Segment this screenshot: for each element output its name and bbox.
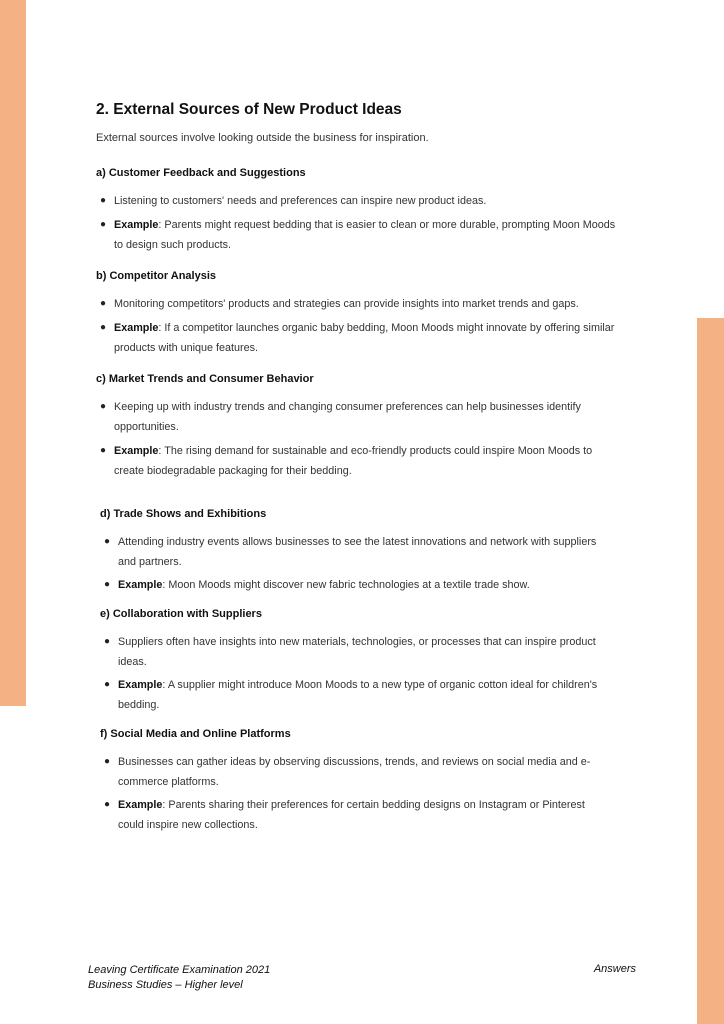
bullet-icon: ●	[100, 219, 107, 230]
section-d	[100, 507, 612, 595]
right-accent-band	[697, 318, 724, 1024]
footer-answers-label: Answers	[593, 963, 636, 975]
bullet-icon: ●	[104, 579, 111, 590]
list-item: ● Attending industry events allows businesses to see the latest innovations and network with suppliers and partners.	[100, 532, 612, 572]
list-item: ● Example: Parents sharing their preferences for certain bedding designs on Instagram or Pinterest could inspire new collections.	[100, 795, 612, 835]
bullet-icon: ●	[100, 401, 107, 412]
intro-text: External sources involve looking outside the business for inspiration.	[96, 132, 429, 144]
bullet-icon: ●	[104, 536, 111, 547]
list-item: ● Example: The rising demand for sustainable and eco-friendly products could inspire Moon Moods to create biodegradable packaging for their bedding.	[96, 441, 616, 481]
section-a-title: a) Customer Feedback and Suggestions	[96, 167, 306, 179]
bullet-icon: ●	[104, 756, 111, 767]
bullet-icon: ●	[104, 636, 111, 647]
list-item: ● Businesses can gather ideas by observing discussions, trends, and reviews on social media and e-commerce platforms.	[100, 752, 612, 792]
section-e-list	[100, 632, 612, 715]
section-e	[100, 607, 612, 715]
bullet-icon: ●	[100, 445, 107, 456]
section-d-list	[100, 532, 612, 595]
bullet-icon: ●	[104, 679, 111, 690]
list-item: ● Monitoring competitors' products and strategies can provide insights into market trends and gaps.	[96, 294, 616, 314]
section-d-title: d) Trade Shows and Exhibitions	[100, 508, 267, 520]
section-a-list	[96, 191, 616, 255]
section-b	[96, 269, 616, 358]
bullet-icon: ●	[100, 195, 107, 206]
section-e-title: e) Collaboration with Suppliers	[100, 608, 262, 620]
section-c-list	[96, 397, 616, 481]
footer-exam-info	[88, 963, 270, 993]
list-item: ● Listening to customers' needs and preferences can inspire new product ideas.	[96, 191, 616, 211]
section-a	[96, 166, 616, 255]
bullet-icon: ●	[104, 799, 111, 810]
list-item: ● Example: Parents might request bedding that is easier to clean or more durable, prompting Moon Moods to design such products.	[96, 215, 616, 255]
section-f-title: f) Social Media and Online Platforms	[100, 728, 291, 740]
list-item: ● Suppliers often have insights into new materials, technologies, or processes that can inspire product ideas.	[100, 632, 612, 672]
answer-content-lower	[100, 507, 612, 835]
bullet-icon: ●	[100, 298, 107, 309]
footer-line-1: Leaving Certificate Examination 2021	[88, 964, 271, 976]
list-item: ● Example: A supplier might introduce Moon Moods to a new type of organic cotton ideal for children's bedding.	[100, 675, 612, 715]
section-b-list	[96, 294, 616, 358]
answer-content	[96, 100, 616, 481]
section-b-title: b) Competitor Analysis	[96, 270, 216, 282]
list-item: ● Keeping up with industry trends and changing consumer preferences can help businesses identify opportunities.	[96, 397, 616, 437]
section-c-title: c) Market Trends and Consumer Behavior	[96, 373, 314, 385]
section-heading: 2. External Sources of New Product Ideas	[96, 101, 402, 118]
left-accent-band	[0, 0, 26, 706]
section-f	[100, 727, 612, 835]
list-item: ● Example: Moon Moods might discover new fabric technologies at a textile trade show.	[100, 575, 612, 595]
section-c	[96, 372, 616, 481]
section-f-list	[100, 752, 612, 835]
list-item: ● Example: If a competitor launches organic baby bedding, Moon Moods might innovate by offering similar products with unique features.	[96, 318, 616, 358]
bullet-icon: ●	[100, 322, 107, 333]
footer-line-2: Business Studies – Higher level	[88, 979, 243, 991]
